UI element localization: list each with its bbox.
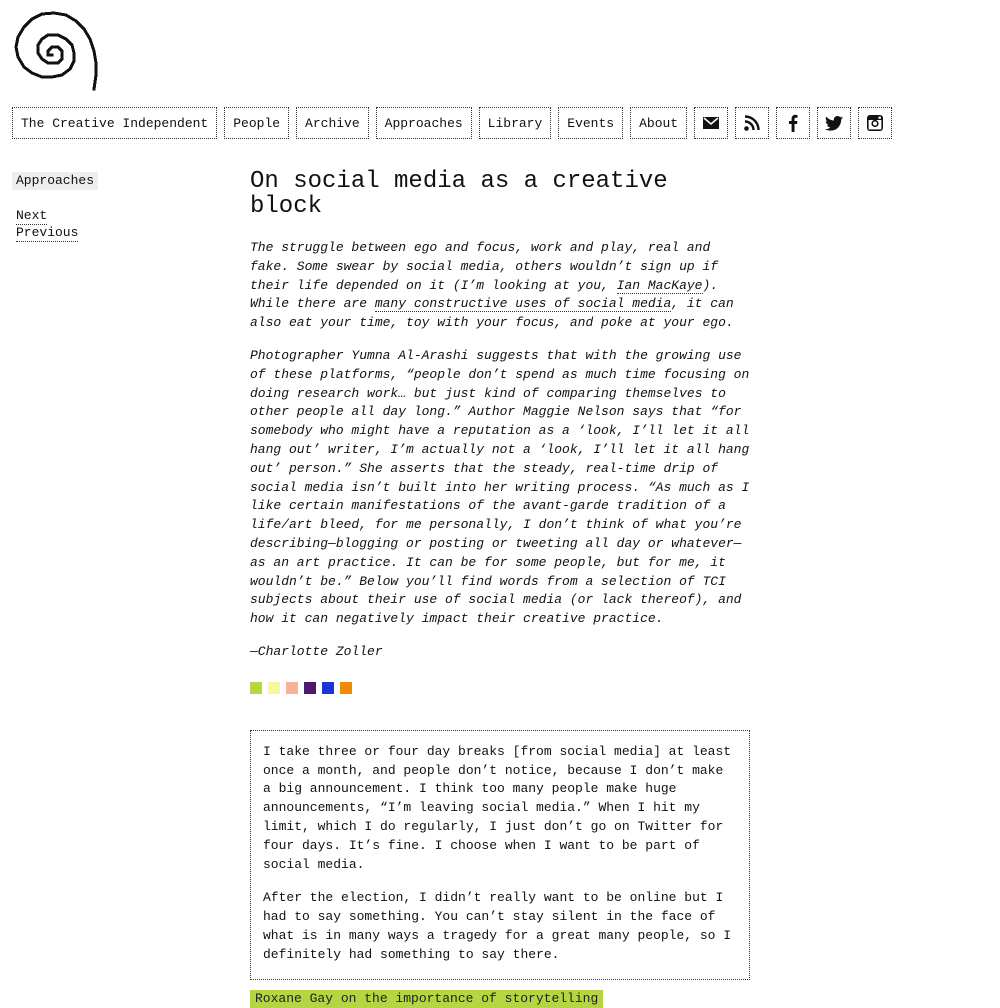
previous-link[interactable]: Previous (16, 225, 79, 240)
nav-archive[interactable]: Archive (296, 107, 369, 139)
intro-paragraph-1 (250, 239, 750, 333)
twitter-icon[interactable] (817, 107, 851, 139)
quote-attribution-link[interactable]: Roxane Gay on the importance of storytelling (250, 990, 603, 1008)
nav-people[interactable]: People (224, 107, 289, 139)
intro-text: The struggle between ego and focus, work and play, real and fake. Some swear by social media, others wouldn’t sign up if their life depended on it (I’m looking at you, (250, 240, 719, 293)
nav-library[interactable]: Library (479, 107, 552, 139)
swatch-purple (304, 682, 316, 694)
mail-icon[interactable] (694, 107, 728, 139)
ian-mackaye-link[interactable]: Ian MacKaye (616, 277, 703, 293)
sidebar (12, 172, 98, 242)
intro-paragraph-2: Photographer Yumna Al-Arashi suggests that with the growing use of these platforms, “people don’t spend as much time focusing on doing research work… but just kind of comparing themselves to other people all day long.” Author Maggie Nelson says that “for somebody who might have a reputation as a ‘look, I’ll let it all hang out’ writer, I’m actually not a ‘look, I’ll let it all hang out’ person.” She asserts that the steady, real-time drip of social media isn’t built into her writing process. “As much as I like certain manifestations of the avant-garde tradition of a life/art bleed, for me personally, I don’t think of what you’re describing—blogging or posting or tweeting all day or whatever—as an art practice. It can be for some people, but for me, it wouldn’t be.” Below you’ll find words from a selection of TCI subjects about their use of social media (or lack thereof), and how it can negatively impact their creative practice. (250, 347, 750, 627)
rss-icon[interactable] (735, 107, 769, 139)
intro-text: ). While there are (250, 277, 719, 312)
quote-paragraph-1: I take three or four day breaks [from social media] at least once a month, and people don’t notice, because I don’t make a big announcement. I think too many people make huge announcements, “I’m leaving social media.” When I hit my limit, which I do regularly, I just don’t go on Twitter for four days. It’s fine. I choose when I want to be part of social media. (263, 743, 732, 872)
nav-home[interactable]: The Creative Independent (12, 107, 217, 139)
social-media-uses-link[interactable]: many constructive uses of social media (374, 296, 672, 312)
nav-approaches[interactable]: Approaches (376, 107, 472, 139)
color-swatches (250, 682, 750, 694)
swatch-blue (322, 682, 334, 694)
nav-events[interactable]: Events (558, 107, 623, 139)
quote-paragraph-2: After the election, I didn’t really want to be online but I had to say something. You can’t stay silent in the face of what is in many ways a tragedy for a great many people, so I definitely had something to say there. (263, 890, 732, 962)
sidebar-pagination (12, 208, 98, 242)
instagram-icon[interactable] (858, 107, 892, 139)
swatch-pale-yellow (268, 682, 280, 694)
nav-about[interactable]: About (630, 107, 687, 139)
page-title: On social media as a creative block (250, 168, 668, 220)
quote-box (250, 730, 750, 980)
spiral-logo-icon[interactable] (8, 11, 98, 93)
swatch-peach (286, 682, 298, 694)
sidebar-category-tag[interactable]: Approaches (12, 172, 98, 190)
swatch-lime (250, 682, 262, 694)
facebook-icon[interactable] (776, 107, 810, 139)
article-intro (250, 239, 750, 662)
next-link[interactable]: Next (16, 208, 48, 223)
swatch-orange (340, 682, 352, 694)
main-nav (12, 107, 892, 139)
article-author: —Charlotte Zoller (250, 643, 383, 659)
intro-text: , it can also eat your time, toy with your focus, and poke at your ego. (250, 296, 734, 331)
article (250, 169, 750, 1008)
